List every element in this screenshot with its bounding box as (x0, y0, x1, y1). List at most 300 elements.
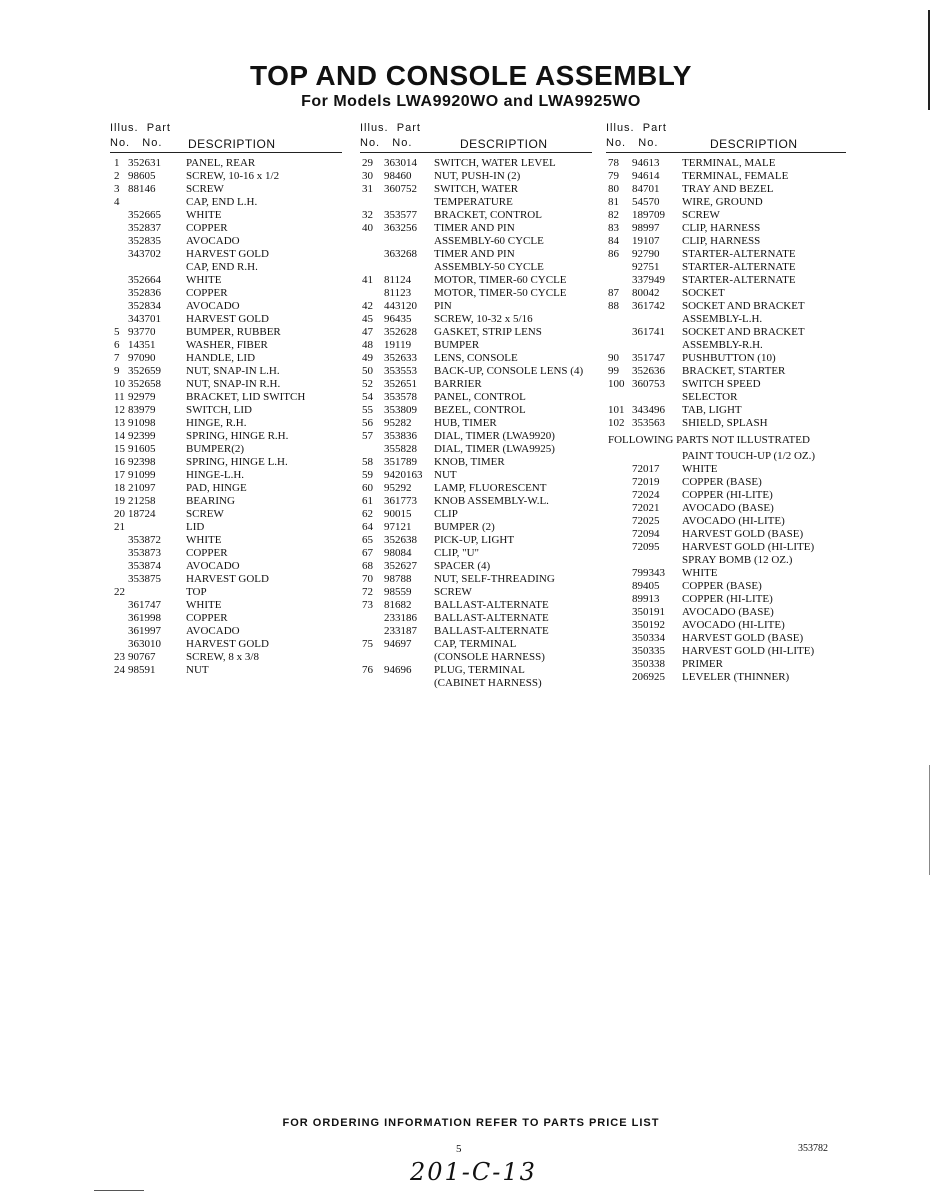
parts-row (606, 541, 846, 554)
description: HINGE, R.H. (186, 417, 247, 429)
part-no: 355828 (384, 443, 417, 455)
part-no: 352631 (128, 157, 161, 169)
part-no: 361998 (128, 612, 161, 624)
parts-row (360, 456, 592, 469)
illus-no: 86 (608, 248, 619, 260)
part-no: 18724 (128, 508, 156, 520)
header-description: DESCRIPTION (188, 137, 276, 151)
parts-row (110, 287, 342, 300)
parts-row (606, 287, 846, 300)
description: TIMER AND PIN (434, 248, 515, 260)
parts-row (360, 547, 592, 560)
illus-no: 47 (362, 326, 373, 338)
illus-no: 54 (362, 391, 373, 403)
part-no: 72017 (632, 463, 660, 475)
parts-row (606, 515, 846, 528)
part-no: 361747 (128, 599, 161, 611)
description: GASKET, STRIP LENS (434, 326, 542, 338)
description: HARVEST GOLD (186, 313, 269, 325)
part-no: 350191 (632, 606, 665, 618)
description: COPPER (186, 287, 228, 299)
part-no: 14351 (128, 339, 156, 351)
parts-row (110, 339, 342, 352)
handwritten-note: 201-C-13 (410, 1158, 537, 1186)
part-no: 91099 (128, 469, 156, 481)
description: BARRIER (434, 378, 482, 390)
part-no: 443120 (384, 300, 417, 312)
ordering-info: FOR ORDERING INFORMATION REFER TO PARTS PRICE LIST (282, 1117, 660, 1129)
part-no: 19119 (384, 339, 412, 351)
parts-row (110, 430, 342, 443)
parts-row (360, 248, 592, 261)
description: SWITCH, WATER LEVEL (434, 157, 556, 169)
parts-row (360, 599, 592, 612)
parts-row (606, 580, 846, 593)
part-no: 360752 (384, 183, 417, 195)
description: WHITE (186, 274, 222, 286)
description: ASSEMBLY-60 CYCLE (434, 235, 544, 247)
illus-no: 67 (362, 547, 373, 559)
header-illus-part: Illus. Part (360, 122, 421, 134)
parts-row (110, 547, 342, 560)
description: PAD, HINGE (186, 482, 247, 494)
part-no: 94614 (632, 170, 660, 182)
parts-row (606, 391, 846, 404)
description: WHITE (682, 567, 718, 579)
part-no: 361742 (632, 300, 665, 312)
part-no: 353578 (384, 391, 417, 403)
parts-column-1 (110, 122, 342, 677)
part-no: 352837 (128, 222, 161, 234)
parts-row (360, 287, 592, 300)
part-no: 352628 (384, 326, 417, 338)
parts-row (360, 235, 592, 248)
parts-row (606, 554, 846, 567)
parts-row (606, 300, 846, 313)
illus-no: 99 (608, 365, 619, 377)
parts-row (110, 365, 342, 378)
illus-no: 20 (114, 508, 125, 520)
part-no: 72024 (632, 489, 660, 501)
parts-row (360, 677, 592, 690)
description: BRACKET, STARTER (682, 365, 786, 377)
part-no: 233186 (384, 612, 417, 624)
page-number: 5 (456, 1143, 462, 1155)
column-header (606, 122, 846, 153)
illus-no: 3 (114, 183, 120, 195)
parts-row (606, 671, 846, 684)
parts-row (360, 365, 592, 378)
description: BUMPER(2) (186, 443, 245, 455)
description: STARTER-ALTERNATE (682, 274, 796, 286)
part-no: 360753 (632, 378, 665, 390)
illus-no: 22 (114, 586, 125, 598)
description: AVOCADO (186, 300, 240, 312)
parts-row (360, 196, 592, 209)
parts-row (606, 645, 846, 658)
part-no: 21097 (128, 482, 156, 494)
illus-no: 10 (114, 378, 125, 390)
description: SPRAY BOMB (12 OZ.) (682, 554, 793, 566)
description: TERMINAL, FEMALE (682, 170, 789, 182)
parts-row (110, 235, 342, 248)
description: PANEL, REAR (186, 157, 256, 169)
description: NUT, SNAP-IN L.H. (186, 365, 280, 377)
parts-row (360, 378, 592, 391)
illus-no: 13 (114, 417, 125, 429)
parts-row (110, 638, 342, 651)
part-no: 94613 (632, 157, 660, 169)
illus-no: 15 (114, 443, 125, 455)
description: STARTER-ALTERNATE (682, 248, 796, 260)
parts-row (606, 417, 846, 430)
parts-row (606, 170, 846, 183)
part-no: 343702 (128, 248, 161, 260)
description: HARVEST GOLD (HI-LITE) (682, 541, 815, 553)
description: KNOB ASSEMBLY-W.L. (434, 495, 549, 507)
header-illus-part: Illus. Part (110, 122, 171, 134)
description: CAP, TERMINAL (434, 638, 517, 650)
description: SCREW, 8 x 3/8 (186, 651, 259, 663)
parts-row (606, 476, 846, 489)
description: WHITE (682, 463, 718, 475)
description: HARVEST GOLD (186, 248, 269, 260)
parts-row (110, 261, 342, 274)
part-no: 351747 (632, 352, 665, 364)
parts-row (110, 222, 342, 235)
illus-no: 88 (608, 300, 619, 312)
description: BRACKET, CONTROL (434, 209, 542, 221)
parts-row (110, 404, 342, 417)
parts-row (110, 313, 342, 326)
part-no: 21258 (128, 495, 156, 507)
illus-no: 48 (362, 339, 373, 351)
description: HUB, TIMER (434, 417, 497, 429)
illus-no: 31 (362, 183, 373, 195)
scan-bottom-line (94, 1190, 144, 1191)
description: PAINT TOUCH-UP (1/2 OZ.) (682, 450, 816, 462)
part-no: 97121 (384, 521, 412, 533)
part-no: 72021 (632, 502, 660, 514)
illus-no: 101 (608, 404, 625, 416)
parts-row (360, 651, 592, 664)
part-no: 350335 (632, 645, 665, 657)
parts-row (606, 274, 846, 287)
illus-no: 21 (114, 521, 125, 533)
description: COPPER (186, 222, 228, 234)
parts-row (606, 248, 846, 261)
illus-no: 73 (362, 599, 373, 611)
parts-row (360, 222, 592, 235)
parts-row (110, 274, 342, 287)
parts-row (360, 274, 592, 287)
parts-row (606, 593, 846, 606)
description: HARVEST GOLD (186, 573, 269, 585)
illus-no: 52 (362, 378, 373, 390)
header-description: DESCRIPTION (460, 137, 548, 151)
part-no: 84701 (632, 183, 660, 195)
parts-row (110, 573, 342, 586)
illus-no: 76 (362, 664, 373, 676)
description: SCREW, 10-32 x 5/16 (434, 313, 533, 325)
description: HARVEST GOLD (BASE) (682, 528, 804, 540)
parts-row (110, 508, 342, 521)
illus-no: 16 (114, 456, 125, 468)
parts-row (360, 612, 592, 625)
description: CLIP (434, 508, 458, 520)
description: LEVELER (THINNER) (682, 671, 790, 683)
description: MOTOR, TIMER-50 CYCLE (434, 287, 567, 299)
parts-row (606, 632, 846, 645)
parts-row (110, 599, 342, 612)
description: COPPER (BASE) (682, 476, 762, 488)
parts-row (360, 209, 592, 222)
illus-no: 81 (608, 196, 619, 208)
illus-no: 19 (114, 495, 125, 507)
description: BEARING (186, 495, 235, 507)
parts-row (110, 560, 342, 573)
part-no: 206925 (632, 671, 665, 683)
part-no: 92979 (128, 391, 156, 403)
description: SOCKET (682, 287, 725, 299)
header-illus-part: Illus. Part (606, 122, 667, 134)
illus-no: 55 (362, 404, 373, 416)
description: AVOCADO (HI-LITE) (682, 619, 785, 631)
part-no: 98605 (128, 170, 156, 182)
part-no: 96435 (384, 313, 412, 325)
part-no: 91605 (128, 443, 156, 455)
description: COPPER (BASE) (682, 580, 762, 592)
part-no: 363014 (384, 157, 417, 169)
description: DIAL, TIMER (LWA9925) (434, 443, 555, 455)
description: HARVEST GOLD (HI-LITE) (682, 645, 815, 657)
parts-row (110, 495, 342, 508)
description: TAB, LIGHT (682, 404, 742, 416)
description: SOCKET AND BRACKET (682, 326, 805, 338)
illus-no: 80 (608, 183, 619, 195)
part-no: 343496 (632, 404, 665, 416)
part-no: 80042 (632, 287, 660, 299)
part-no: 81123 (384, 287, 412, 299)
description: AVOCADO (BASE) (682, 606, 774, 618)
description: ASSEMBLY-50 CYCLE (434, 261, 544, 273)
header-no-no: No. No. (606, 137, 659, 149)
description: PLUG, TERMINAL (434, 664, 525, 676)
description: PRIMER (682, 658, 723, 670)
description: CLIP, "U" (434, 547, 480, 559)
parts-row (606, 502, 846, 515)
description: WHITE (186, 534, 222, 546)
description: SCREW (682, 209, 720, 221)
part-no: 351789 (384, 456, 417, 468)
description: LID (186, 521, 205, 533)
parts-row (606, 183, 846, 196)
parts-row (360, 261, 592, 274)
column-header (360, 122, 592, 153)
part-no: 19107 (632, 235, 660, 247)
illus-no: 45 (362, 313, 373, 325)
header-no-no: No. No. (360, 137, 413, 149)
description: SPACER (4) (434, 560, 491, 572)
part-no: 189709 (632, 209, 665, 221)
parts-row (360, 183, 592, 196)
parts-rows (606, 157, 846, 684)
parts-row (606, 235, 846, 248)
description: TEMPERATURE (434, 196, 513, 208)
parts-row (110, 209, 342, 222)
part-no: 9420163 (384, 469, 423, 481)
description: (CONSOLE HARNESS) (434, 651, 545, 663)
parts-row (360, 417, 592, 430)
parts-row (360, 391, 592, 404)
parts-row (360, 573, 592, 586)
parts-row (606, 450, 846, 463)
parts-row (606, 352, 846, 365)
illus-no: 58 (362, 456, 373, 468)
part-no: 350334 (632, 632, 665, 644)
description: BUMPER, RUBBER (186, 326, 281, 338)
part-no: 363010 (128, 638, 161, 650)
parts-row (110, 170, 342, 183)
part-no: 92790 (632, 248, 660, 260)
illus-no: 90 (608, 352, 619, 364)
section-note (606, 430, 846, 450)
description: SHIELD, SPLASH (682, 417, 768, 429)
part-no: 353553 (384, 365, 417, 377)
parts-row (360, 430, 592, 443)
description: AVOCADO (186, 560, 240, 572)
description: SOCKET AND BRACKET (682, 300, 805, 312)
description: SWITCH, LID (186, 404, 252, 416)
parts-row (110, 183, 342, 196)
part-no: 353809 (384, 404, 417, 416)
description: BACK-UP, CONSOLE LENS (4) (434, 365, 584, 377)
description: CLIP, HARNESS (682, 235, 761, 247)
parts-row (110, 625, 342, 638)
parts-row (110, 651, 342, 664)
description: TOP (186, 586, 207, 598)
parts-row (360, 339, 592, 352)
description: SPRING, HINGE R.H. (186, 430, 289, 442)
description: SCREW, 10-16 x 1/2 (186, 170, 280, 182)
illus-no: 64 (362, 521, 373, 533)
part-no: 352633 (384, 352, 417, 364)
part-no: 337949 (632, 274, 665, 286)
parts-row (360, 352, 592, 365)
parts-row (606, 658, 846, 671)
description: TRAY AND BEZEL (682, 183, 774, 195)
parts-row (606, 196, 846, 209)
part-no: 353874 (128, 560, 161, 572)
description: NUT (434, 469, 457, 481)
part-no: 353577 (384, 209, 417, 221)
parts-row (606, 606, 846, 619)
illus-no: 84 (608, 235, 619, 247)
description: CAP, END R.H. (186, 261, 258, 273)
description: NUT (186, 664, 209, 676)
parts-row (606, 339, 846, 352)
description: WASHER, FIBER (186, 339, 268, 351)
parts-row (110, 521, 342, 534)
part-no: 81682 (384, 599, 412, 611)
description: AVOCADO (BASE) (682, 502, 774, 514)
parts-row (110, 612, 342, 625)
part-no: 92751 (632, 261, 660, 273)
parts-row (606, 463, 846, 476)
description: DIAL, TIMER (LWA9920) (434, 430, 555, 442)
description: NUT, PUSH-IN (2) (434, 170, 521, 182)
scan-edge-mark (929, 765, 930, 875)
part-no: 363256 (384, 222, 417, 234)
page-title: TOP AND CONSOLE ASSEMBLY (250, 60, 692, 91)
parts-row (606, 567, 846, 580)
description: LAMP, FLUORESCENT (434, 482, 547, 494)
note-text: FOLLOWING PARTS NOT ILLUSTRATED (608, 434, 810, 446)
description: WIRE, GROUND (682, 196, 763, 208)
illus-no: 6 (114, 339, 120, 351)
description: PICK-UP, LIGHT (434, 534, 515, 546)
parts-row (360, 300, 592, 313)
illus-no: 79 (608, 170, 619, 182)
description: STARTER-ALTERNATE (682, 261, 796, 273)
parts-row (606, 378, 846, 391)
parts-row (360, 313, 592, 326)
parts-row (606, 326, 846, 339)
description: HARVEST GOLD (186, 638, 269, 650)
description: BALLAST-ALTERNATE (434, 612, 549, 624)
description: NUT, SELF-THREADING (434, 573, 555, 585)
part-no: 363268 (384, 248, 417, 260)
part-no: 799343 (632, 567, 665, 579)
part-no: 352834 (128, 300, 161, 312)
parts-row (110, 534, 342, 547)
parts-row (110, 417, 342, 430)
part-no: 343701 (128, 313, 161, 325)
description: COPPER (186, 547, 228, 559)
illus-no: 78 (608, 157, 619, 169)
parts-row (360, 404, 592, 417)
parts-row (110, 378, 342, 391)
part-no: 352651 (384, 378, 417, 390)
parts-row (360, 469, 592, 482)
part-no: 98591 (128, 664, 156, 676)
description: HINGE-L.H. (186, 469, 245, 481)
parts-row (606, 157, 846, 170)
part-no: 353875 (128, 573, 161, 585)
parts-row (110, 586, 342, 599)
part-no: 98460 (384, 170, 412, 182)
description: AVOCADO (186, 625, 240, 637)
part-no: 72095 (632, 541, 660, 553)
illus-no: 1 (114, 157, 120, 169)
parts-row (110, 482, 342, 495)
illus-no: 62 (362, 508, 373, 520)
illus-no: 17 (114, 469, 125, 481)
part-no: 352627 (384, 560, 417, 572)
part-no: 361997 (128, 625, 161, 637)
part-no: 353872 (128, 534, 161, 546)
part-no: 352836 (128, 287, 161, 299)
part-no: 90767 (128, 651, 156, 663)
description: SWITCH, WATER (434, 183, 519, 195)
description: COPPER (HI-LITE) (682, 593, 773, 605)
description: COPPER (186, 612, 228, 624)
parts-row (360, 521, 592, 534)
illus-no: 68 (362, 560, 373, 572)
part-no: 361741 (632, 326, 665, 338)
parts-row (110, 664, 342, 677)
illus-no: 24 (114, 664, 125, 676)
